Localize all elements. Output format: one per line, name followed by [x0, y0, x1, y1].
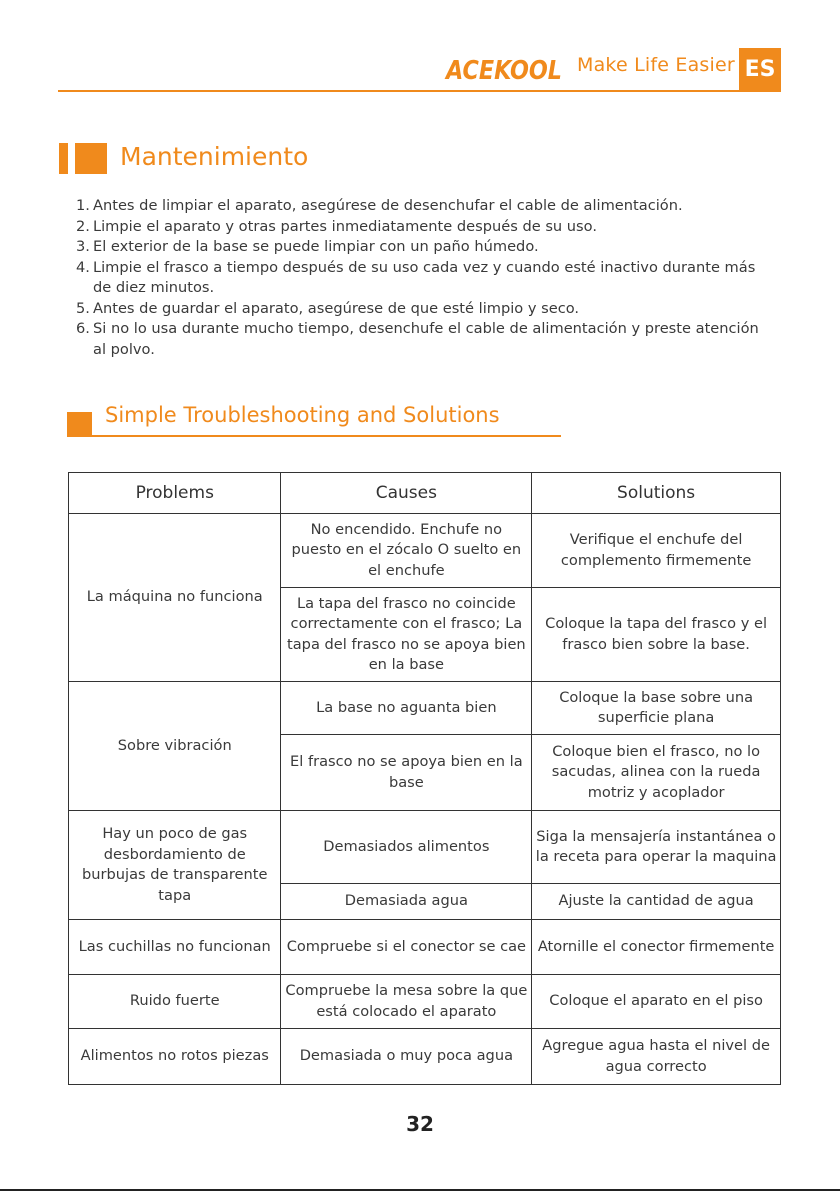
table-row [69, 920, 781, 975]
brand-tagline: Make Life Easier [577, 54, 735, 76]
table-row [69, 682, 781, 735]
list-number: 3. [76, 238, 90, 255]
solution-cell: Coloque el aparato en el piso [532, 975, 781, 1029]
language-tab: ES [739, 48, 781, 90]
solution-cell: Coloque bien el frasco, no lo sacudas, alinea con la rueda motriz y acoplador [532, 735, 781, 811]
solution-cell: Coloque la tapa del frasco y el frasco bien sobre la base. [532, 588, 781, 682]
list-number: 4. [76, 258, 90, 276]
list-text: Antes de limpiar el aparato, asegúrese de desenchufar el cable de alimentación. [93, 197, 683, 214]
list-item [76, 319, 776, 360]
solution-cell: Coloque la base sobre una superficie plana [532, 682, 781, 735]
table-row [69, 514, 781, 588]
cause-cell: No encendido. Enchufe no puesto en el zócalo O suelto en el enchufe [281, 514, 532, 588]
list-number: 2. [76, 217, 90, 235]
cause-cell: Demasiada agua [281, 884, 532, 920]
list-item [76, 196, 776, 217]
cause-cell: La tapa del frasco no coincide correctamente con el frasco; La tapa del frasco no se apoya bien en la base [281, 588, 532, 682]
solution-cell: Siga la mensajería instantánea o la receta para operar la maquina [532, 811, 781, 884]
heading-accent-block [67, 412, 92, 437]
table-row [69, 1029, 781, 1085]
cause-cell: Demasiados alimentos [281, 811, 532, 884]
list-text: Limpie el aparato y otras partes inmediatamente después de su uso. [93, 217, 597, 235]
cause-cell: El frasco no se apoya bien en la base [281, 735, 532, 811]
page-bottom-edge [0, 1189, 840, 1191]
heading-underline [92, 435, 561, 437]
troubleshooting-title: Simple Troubleshooting and Solutions [105, 403, 500, 427]
cause-cell: Compruebe si el conector se cae [281, 920, 532, 975]
list-number: 6. [76, 320, 90, 337]
list-item [76, 258, 776, 299]
cause-cell: Compruebe la mesa sobre la que está colocado el aparato [281, 975, 532, 1029]
problem-cell: Las cuchillas no funcionan [69, 920, 281, 975]
heading-accent-bar [59, 143, 68, 174]
solution-cell: Ajuste la cantidad de agua [532, 884, 781, 920]
maintenance-title: Mantenimiento [120, 142, 309, 171]
list-text: El exterior de la base se puede limpiar con un paño húmedo. [93, 238, 539, 255]
problem-cell: Ruido fuerte [69, 975, 281, 1029]
list-text: Si no lo usa durante mucho tiempo, desenchufe el cable de alimentación y preste atención al polvo. [93, 320, 759, 358]
column-header-solutions: Solutions [532, 473, 781, 514]
table-row [69, 975, 781, 1029]
problem-cell: Alimentos no rotos piezas [69, 1029, 281, 1085]
troubleshooting-table [68, 472, 781, 1085]
list-item [76, 299, 776, 320]
header-divider [58, 90, 781, 92]
column-header-problems: Problems [69, 473, 281, 514]
cause-cell: Demasiada o muy poca agua [281, 1029, 532, 1085]
page-number: 32 [406, 1112, 434, 1136]
list-item [76, 217, 776, 238]
solution-cell: Verifique el enchufe del complemento firmemente [532, 514, 781, 588]
list-text: Antes de guardar el aparato, asegúrese de que esté limpio y seco. [93, 299, 580, 317]
table-header-row [69, 473, 781, 514]
problem-cell: Hay un poco de gas desbordamiento de burbujas de transparente tapa [69, 811, 281, 920]
cause-cell: La base no aguanta bien [281, 682, 532, 735]
problem-cell: Sobre vibración [69, 682, 281, 811]
list-text: Limpie el frasco a tiempo después de su uso cada vez y cuando esté inactivo durante más de diez minutos. [93, 258, 756, 296]
table-row [69, 811, 781, 884]
solution-cell: Agregue agua hasta el nivel de agua correcto [532, 1029, 781, 1085]
problem-cell: La máquina no funciona [69, 514, 281, 682]
acekool-logo [446, 52, 564, 84]
brand-wordmark: ACEKOOL [444, 56, 562, 86]
maintenance-list [76, 196, 776, 360]
list-number: 5. [76, 299, 90, 317]
column-header-causes: Causes [281, 473, 532, 514]
heading-accent-block [75, 143, 107, 174]
list-item [76, 237, 776, 258]
solution-cell: Atornille el conector firmemente [532, 920, 781, 975]
list-number: 1. [76, 197, 90, 214]
